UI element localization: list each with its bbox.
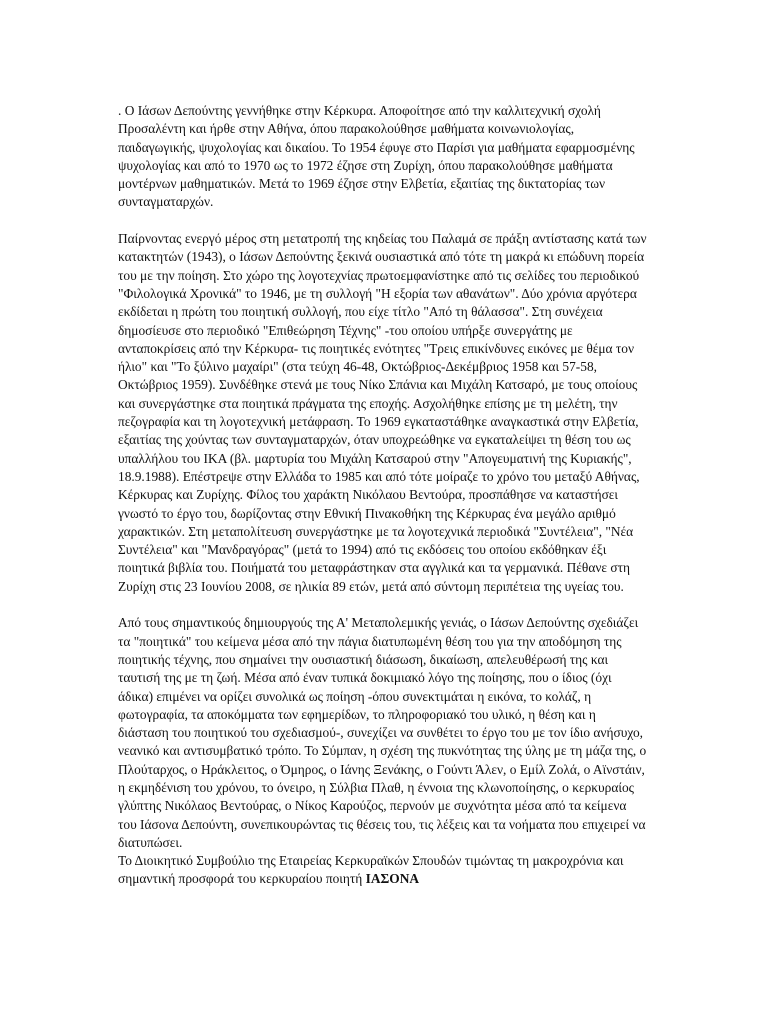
paragraph-honor-bold-name: ΙΑΣΟΝΑ [365, 871, 420, 887]
paragraph-literary-career: Παίρνοντας ενεργό μέρος στη μετατροπή της κηδείας του Παλαμά σε πράξη αντίστασης κατά των κατακτητών (1943), ο Ιάσων Δεπούντης ξεκινά ουσιαστικά από τότε τη μακρά κι επώδυνη πορεία του με την ποίηση. Στο χώρο της λογοτεχνίας πρωτοεμφανίστηκε από τις σελίδες του περιοδικού "Φιλολογικά Χρονικά" το 1946, με τη συλλογή "Η εξορία των αθανάτων". Δύο χρόνια αργότερα εκδίδεται η πρώτη του ποιητική συλλογή, που είχε τίτλο "Από τη θάλασσα". Στη συνέχεια δημοσίευσε στο περιοδικό "Επιθεώρηση Τέχνης" -του οποίου υπήρξε συνεργάτης με ανταποκρίσεις από την Κέρκυρα- τις ποιητικές ενότητες "Τρεις επικίνδυνες εικόνες με θέμα τον ήλιο" και "Το ξύλινο μαχαίρι" (στα τεύχη 46-48, Οκτώβριος-Δεκέμβριος 1958 και 57-58, Οκτώβριος 1959). Συνδέθηκε στενά με τους Νίκο Σπάνια και Μιχάλη Κατσαρό, με τους οποίους και συνεργάστηκε στα ποιητικά πράγματα της εποχής. Ασχολήθηκε επίσης με τη μελέτη, την πεζογραφία και τη λογοτεχνική μετάφραση. Το 1969 εγκαταστάθηκε αναγκαστικά στην Ελβετία, εξαιτίας της χούντας των συνταγματαρχών, όταν υποχρεώθηκε να εγκαταλείψει τη θέση του ως υπαλλήλου του ΙΚΑ (βλ. μαρτυρία του Μιχάλη Κατσαρού στην "Απογευματινή της Κυριακής", 18.9.1988). Επέστρεψε στην Ελλάδα το 1985 και από τότε μοίραζε το χρόνο του μεταξύ Αθήνας, Κέρκυρας και Ζυρίχης. Φίλος του χαράκτη Νικόλαου Βεντούρα, προσπάθησε να καταστήσει γνωστό το έργο του, δωρίζοντας στην Εθνική Πινακοθήκη της Κέρκυρας ένα μεγάλο αριθμό χαρακτικών. Στη μεταπολίτευση συνεργάστηκε με τα λογοτεχνικά περιοδικά "Συντέλεια", "Νέα Συντέλεια" και "Μανδραγόρας" (μετά το 1994) από τις εκδόσεις του οποίου εκδόθηκαν έξι ποιητικά βιβλία του. Ποιήματά του μεταφράστηκαν στα αγγλικά και τα γερμανικά. Πέθανε στη Ζυρίχη στις 23 Ιουνίου 2008, σε ηλικία 89 ετών, μετά από σύντομη περιπέτεια της υγείας του. [118, 231, 647, 594]
paragraph-biography: . Ο Ιάσων Δεπούντης γεννήθηκε στην Κέρκυρα. Αποφοίτησε από την καλλιτεχνική σχολή Προσαλέντη και ήρθε στην Αθήνα, όπου παρακολούθησε μαθήματα κοινωνιολογίας, παιδαγωγικής, ψυχολογίας και δικαίου. Το 1954 έφυγε στο Παρίσι για μαθήματα εφαρμοσμένης ψυχολογίας και από το 1970 ως το 1972 έζησε στη Ζυρίχη, όπου παρακολούθησε μαθήματα μοντέρνων μαθηματικών. Μετά το 1969 έζησε στην Ελβετία, εξαιτίας της δικτατορίας των συνταγματαρχών. [118, 103, 635, 210]
paragraph-honor-text: Το Διοικητικό Συμβούλιο της Εταιρείας Κερκυραϊκών Σπουδών τιμώντας τη μακροχρόνια και σημαντική προσφορά του κερκυραίου ποιητή [118, 853, 624, 887]
document-body [118, 102, 648, 889]
paragraph-poetics: Από τους σημαντικούς δημιουργούς της Α' Μεταπολεμικής γενιάς, ο Ιάσων Δεπούντης σχεδιάζει τα "ποιητικά" του κείμενα μέσα από την πάγια διατυπωμένη θέση του για την αποδόμηση της ποιητικής τέχνης, που σημαίνει την ουσιαστική διάσωση, δικαίωση, απελευθέρωσή της και ταυτισή της με τη ζωή. Μέσα από έναν τυπικά δοκιμιακό λόγο της ποίησης, που ο ίδιος (όχι άδικα) επιμένει να ορίζει συνολικά ως ποίηση -όπου συνεκτιμάται η εικόνα, το κολάζ, η φωτογραφία, τα αποκόμματα των εφημερίδων, το πληροφοριακό του υλικό, η θέση και η διάσταση του ποιητικού του σχεδιασμού-, συνεχίζει να συνθέτει το έργο του με τον ίδιο ανήσυχο, νεανικό και αντισυμβατικό τρόπο. Το Σύμπαν, η σχέση της πυκνότητας της ύλης με τη μάζα της, ο Πλούταρχος, ο Ηράκλειτος, ο Όμηρος, ο Ιάνης Ξενάκης, ο Γούντι Άλεν, ο Εμίλ Ζολά, ο Αϊνστάιν, η εκμηδένιση του χρόνου, το όνειρο, η Σύλβια Πλαθ, η έννοια της κλωνοποίησης, ο κερκυραίος γλύπτης Νικόλαος Βεντούρας, ο Νίκος Καρούζος, περνούν με συχνότητα μέσα από τα κείμενα του Ιάσονα Δεπούντη, συνεπικουρώντας τις θέσεις του, τις λέξεις και τα νοήματα που επιχειρεί να διατυπώσει. [118, 615, 647, 850]
paragraph-honor [118, 852, 648, 889]
